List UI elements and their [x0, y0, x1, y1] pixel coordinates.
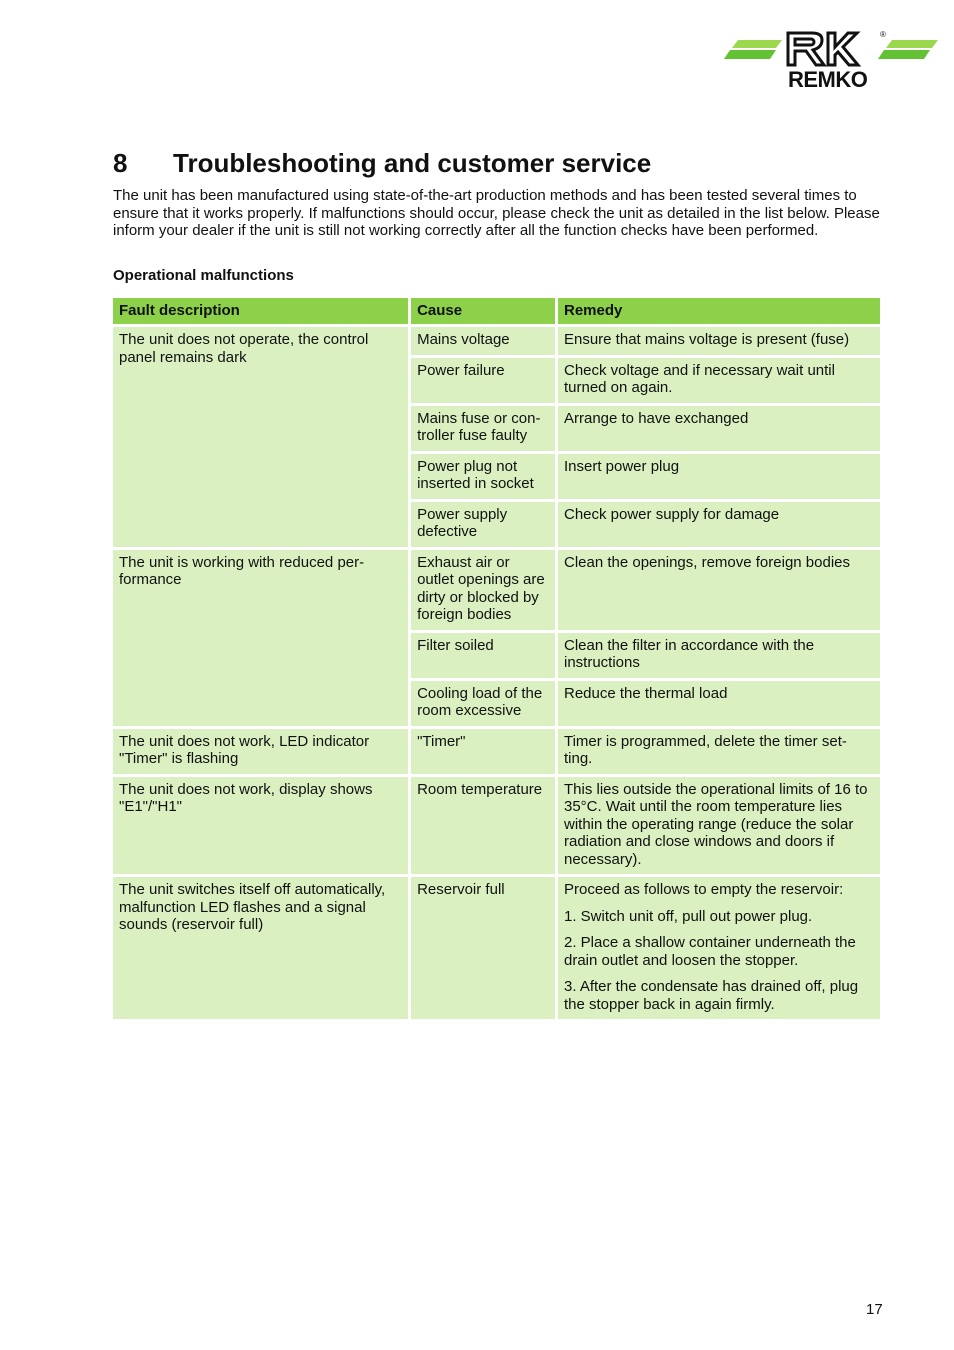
header-fault: Fault description — [113, 298, 408, 324]
cause-cell: Reservoir full — [411, 877, 555, 1019]
logo-registered-mark: ® — [880, 30, 886, 39]
remedy-intro: Proceed as follows to empty the reservoir: — [563, 881, 844, 898]
section-number: 8 — [113, 148, 128, 178]
cause-cell: Power failure — [411, 358, 555, 403]
cause-cell: Mains voltage — [411, 327, 555, 355]
cause-cell: Power plug not inserted in socket — [411, 454, 555, 499]
table-row — [113, 550, 880, 630]
fault-cell: The unit does not operate, the control panel remains dark — [113, 327, 408, 547]
logo-right-stripe-bottom — [878, 50, 930, 59]
logo-left-stripe-bottom — [724, 50, 776, 59]
section-title: Troubleshooting and customer service — [173, 148, 652, 178]
cause-cell: "Timer" — [411, 729, 555, 774]
remedy-cell: Arrange to have exchanged — [558, 406, 880, 451]
logo-wordmark: REMKO — [788, 67, 868, 92]
logo-rk-mark — [788, 33, 858, 65]
fault-cell: The unit is working with reduced per-formance — [113, 550, 408, 726]
logo-right-stripe — [886, 40, 938, 48]
remedy-cell: Timer is programmed, delete the timer set-ting. — [558, 729, 880, 774]
cause-cell: Power supply defective — [411, 502, 555, 547]
cause-cell: Room temperature — [411, 777, 555, 875]
header-remedy: Remedy — [558, 298, 880, 324]
cause-cell: Cooling load of the room excessive — [411, 681, 555, 726]
intro-paragraph: The unit has been manufactured using state-of-the-art production methods and has been tested several times to ensure that it works properly. If malfunctions should occur, please check the unit as detailed in the list below. Please inform your dealer if the unit is still not working correctly after all the function checks have been performed. — [113, 187, 880, 239]
table-row — [113, 327, 880, 355]
remedy-step-1: 1. Switch unit off, pull out power plug. — [563, 907, 813, 925]
section-heading — [113, 147, 651, 179]
table-header-row — [113, 298, 880, 324]
table-row — [113, 877, 880, 1019]
remedy-cell: Clean the filter in accordance with the instructions — [558, 633, 880, 678]
table-row — [113, 729, 880, 774]
remedy-cell: Ensure that mains voltage is present (fuse) — [558, 327, 880, 355]
header-cause: Cause — [411, 298, 555, 324]
remedy-cell: Insert power plug — [558, 454, 880, 499]
fault-cell: The unit does not work, display shows "E1"/"H1" — [113, 777, 408, 875]
page-number: 17 — [866, 1301, 883, 1318]
remedy-cell: Check power supply for damage — [558, 502, 880, 547]
logo-left-stripe — [732, 40, 782, 48]
remedy-cell: Reduce the thermal load — [558, 681, 880, 726]
remedy-cell — [558, 877, 880, 1019]
fault-cell: The unit switches itself off automatically, malfunction LED flashes and a signal sounds (reservoir full) — [113, 877, 408, 1019]
remedy-cell: This lies outside the operational limits of 16 to 35°C. Wait until the room temperature lies within the operating range (reduce the solar radiation and close windows and doors if necessary). — [558, 777, 880, 875]
fault-cell: The unit does not work, LED indicator "Timer" is flashing — [113, 729, 408, 774]
subheading: Operational malfunctions — [113, 267, 294, 284]
remedy-cell: Clean the openings, remove foreign bodies — [558, 550, 880, 630]
cause-cell: Exhaust air or outlet openings are dirty or blocked by foreign bodies — [411, 550, 555, 630]
remedy-step-2: 2. Place a shallow container underneath the drain outlet and loosen the stopper. — [563, 934, 856, 969]
table-row — [113, 777, 880, 875]
fault-table — [110, 295, 883, 1022]
remedy-step-3: 3. After the condensate has drained off, plug the stopper back in again firmly. — [563, 978, 859, 1013]
cause-cell: Mains fuse or con-troller fuse faulty — [411, 406, 555, 451]
cause-cell: Filter soiled — [411, 633, 555, 678]
remedy-cell: Check voltage and if necessary wait until turned on again. — [558, 358, 880, 403]
